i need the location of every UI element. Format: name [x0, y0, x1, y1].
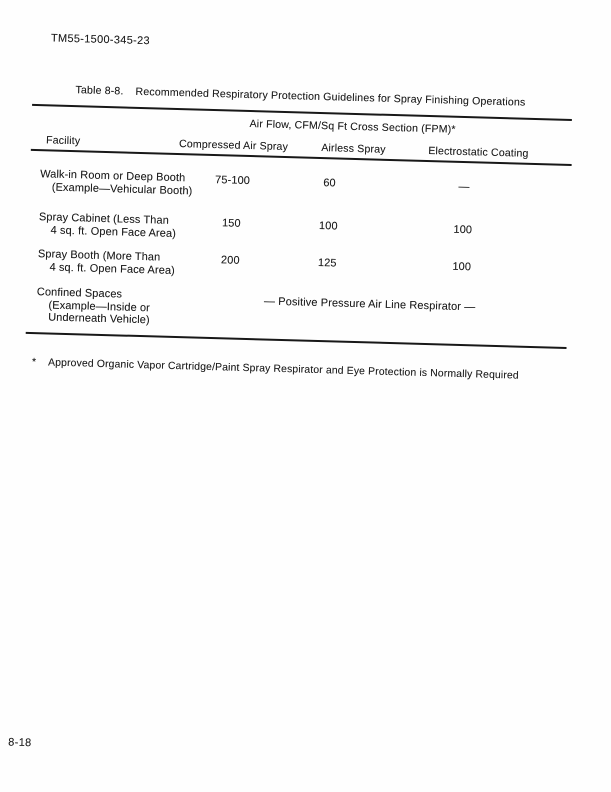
spanner-header: Air Flow, CFM/Sq Ft Cross Section (FPM)*	[249, 118, 456, 136]
value-airless-spray: 125	[317, 256, 337, 270]
table-row	[0, 167, 606, 197]
facility-cell-line: Underneath Vehicle)	[47, 311, 150, 327]
facility-cell-line: Spray Cabinet (Less Than	[38, 211, 170, 227]
facility-cell-line: (Example—Vehicular Booth)	[51, 181, 193, 197]
page-number: 8-18	[8, 736, 32, 750]
facility-cell-line: 4 sq. ft. Open Face Area)	[50, 224, 177, 240]
footnote	[32, 357, 519, 382]
column-header-compressed-air-spray: Compressed Air Spray	[178, 138, 289, 154]
value-electrostatic-coating: 100	[453, 223, 473, 237]
table-bottom-rule	[26, 332, 567, 349]
table-caption	[75, 84, 525, 109]
value-compressed-air-spray: 150	[221, 217, 241, 230]
value-compressed-air-spray: 200	[220, 254, 240, 267]
value-electrostatic-coating: —	[458, 180, 470, 194]
facility-cell-line: Walk-in Room or Deep Booth	[39, 168, 186, 185]
footnote-marker: *	[31, 357, 37, 369]
table-row	[0, 210, 605, 240]
value-electrostatic-coating: 100	[452, 260, 472, 274]
column-header-electrostatic-coating: Electrostatic Coating	[428, 145, 529, 160]
value-airless-spray: 100	[318, 219, 338, 233]
facility-cell-line: (Example—Inside or	[48, 298, 151, 314]
table-row	[0, 285, 603, 327]
column-header-facility: Facility	[45, 134, 81, 148]
facility-cell-line: 4 sq. ft. Open Face Area)	[49, 260, 176, 277]
facility-cell-line: Confined Spaces	[36, 286, 123, 301]
spanning-value: — Positive Pressure Air Line Respirator —	[263, 295, 476, 314]
footnote-text: Approved Organic Vapor Cartridge/Paint Spray Respirator and Eye Protection is Normally Required	[47, 357, 519, 382]
table-row	[0, 247, 604, 277]
column-header-airless-spray: Airless Spray	[321, 142, 386, 156]
facility-cell-line: Spray Booth (More Than	[37, 248, 161, 264]
table-caption-label: Table 8-8.	[75, 84, 124, 98]
doc-number: TM55-1500-345-23	[50, 32, 151, 48]
value-airless-spray: 60	[323, 177, 336, 190]
value-compressed-air-spray: 75-100	[214, 174, 251, 188]
table-caption-text: Recommended Respiratory Protection Guidelines for Spray Finishing Operations	[135, 85, 526, 109]
